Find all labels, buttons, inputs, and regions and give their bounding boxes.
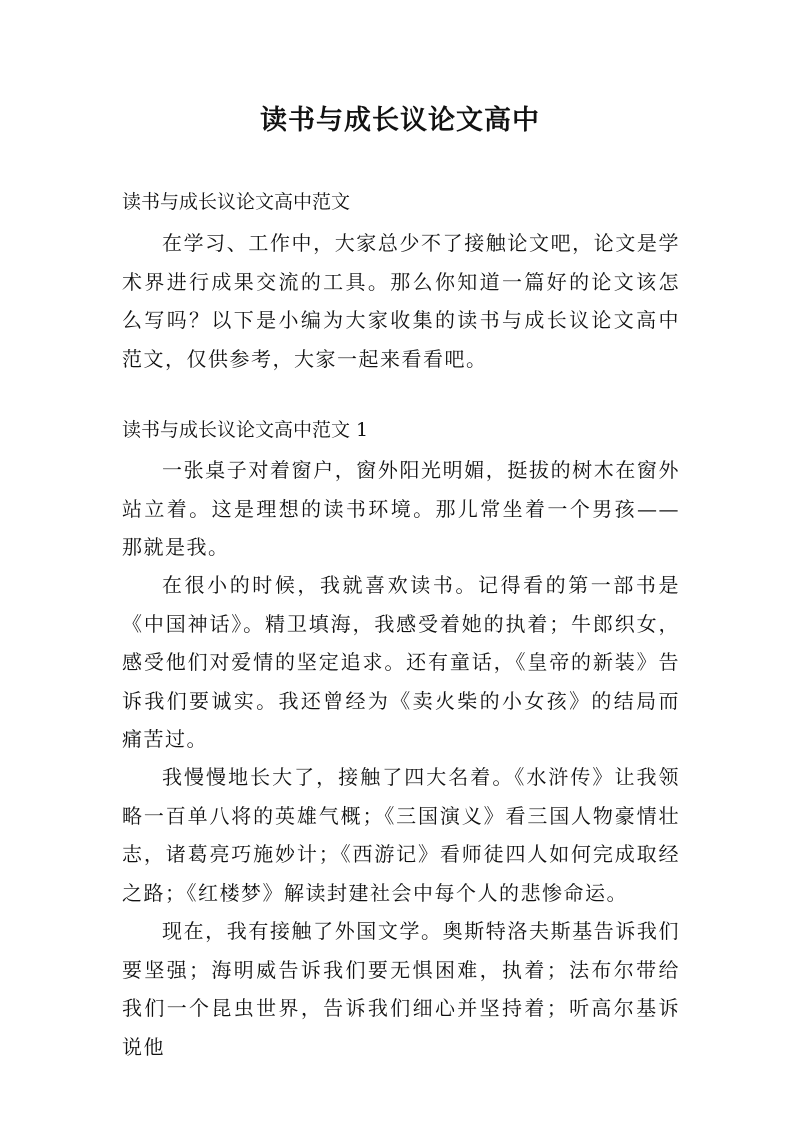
section-heading: 读书与成长议论文高中范文 — [122, 191, 351, 213]
body-paragraph-2: 在很小的时候，我就喜欢读书。记得看的第一部书是《中国神话》。精卫填海，我感受着她的执着；牛郎织女，感受他们对爱情的坚定追求。还有童话，《皇帝的新装》告诉我们要诚实。我还曾经为《卖火柴的小女孩》的结局而痛苦过。 — [122, 573, 680, 751]
intro-paragraph: 在学习、工作中，大家总少不了接触论文吧，论文是学术界进行成果交流的工具。那么你知道一篇好的论文该怎么写吗？以下是小编为大家收集的读书与成长议论文高中范文，仅供参考，大家一起来看看吧。 — [122, 231, 680, 371]
body-paragraph-4: 现在，我有接触了外国文学。奥斯特洛夫斯基告诉我们要坚强；海明威告诉我们要无惧困难，执着；法布尔带给我们一个昆虫世界，告诉我们细心并坚持着；听高尔基诉说他 — [122, 919, 680, 1059]
document-title: 读书与成长议论文高中 — [260, 105, 540, 136]
body-paragraph-1: 一张桌子对着窗户，窗外阳光明媚，挺拔的树木在窗外站立着。这是理想的读书环境。那儿常坐着一个男孩——那就是我。 — [122, 458, 680, 559]
essay-heading: 读书与成长议论文高中范文 1 — [122, 419, 369, 441]
body-paragraph-3: 我慢慢地长大了，接触了四大名着。《水浒传》让我领略一百单八将的英雄气概；《三国演义》看三国人物豪情壮志，诸葛亮巧施妙计；《西游记》看师徒四人如何完成取经之路；《红楼梦》解读封建社会中每个人的悲惨命运。 — [122, 765, 680, 905]
